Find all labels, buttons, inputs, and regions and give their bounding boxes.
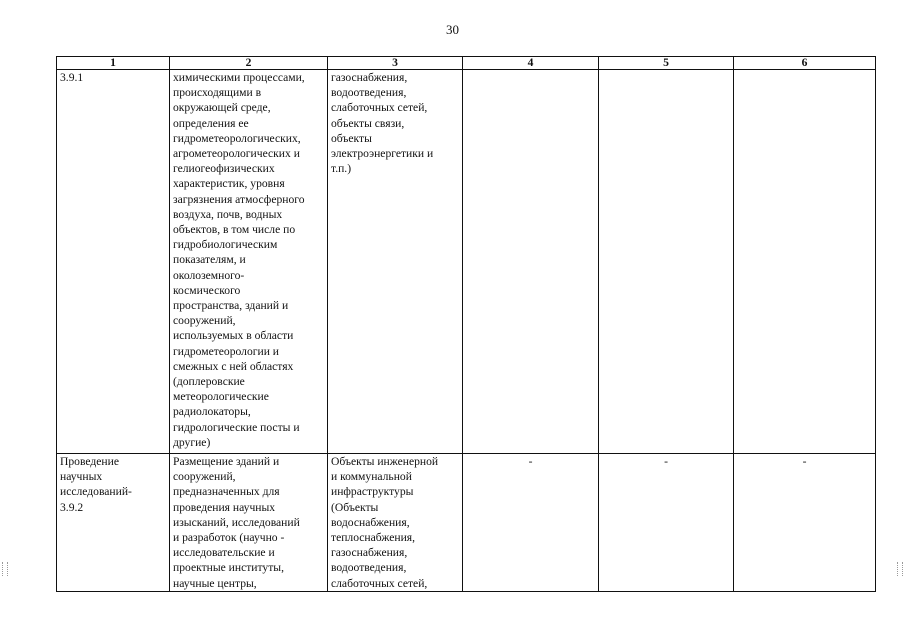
cell-text: Размещение зданий и сооружений, предназначенных для проведения научных изысканий, исследований и разработок (научно - исследовательские и проектные институты, научные центры, (173, 455, 300, 590)
cell-col6 (734, 70, 876, 454)
cell-description (170, 70, 328, 454)
cell-col4 (463, 454, 599, 592)
scan-edge-mark-left (2, 562, 8, 576)
column-header-4: 4 (463, 57, 599, 70)
cell-code (57, 70, 170, 454)
cell-code (57, 454, 170, 592)
scan-edge-mark-right (897, 562, 903, 576)
column-header-1: 1 (57, 57, 170, 70)
cell-text: - (802, 455, 807, 468)
cell-objects (328, 70, 463, 454)
table-row (57, 70, 876, 454)
cell-text: - (528, 455, 533, 468)
column-header-6: 6 (734, 57, 876, 70)
cell-text: химическими процессами, происходящими в окружающей среде, определения ее гидрометеорологических, агрометеорологических и гелиогеофизических характеристик, уровня загрязнения атмосферного воздуха, почв, водных объектов, в том числе по гидробиологическим показателям, и околоземного- космического пространства, зданий и сооружений, используемых в области гидрометеорологии и смежных с ней областях (доплеровские метеорологические радиолокаторы, гидрологические посты и другие) (173, 71, 305, 449)
cell-col5 (599, 70, 734, 454)
cell-text: - (664, 455, 668, 468)
cell-text: 3.9.1 (60, 71, 84, 84)
column-header-5: 5 (599, 57, 734, 70)
column-header-3: 3 (328, 57, 463, 70)
cell-text: Объекты инженерной и коммунальной инфраструктуры (Объекты водоснабжения, теплоснабжения, газоснабжения, водоотведения, слаботочных сетей, (331, 455, 439, 590)
cell-text: Проведение научных исследований- 3.9.2 (60, 455, 132, 514)
cell-description (170, 454, 328, 592)
zoning-table (56, 56, 876, 592)
cell-text: газоснабжения, водоотведения, слаботочных сетей, объекты связи, объекты электроэнергетики и т.п.) (331, 71, 434, 176)
cell-col6 (734, 454, 876, 592)
cell-col5 (599, 454, 734, 592)
cell-col4 (463, 70, 599, 454)
cell-objects (328, 454, 463, 592)
table-header-row (57, 57, 876, 70)
table-row (57, 454, 876, 592)
page-number: 30 (446, 22, 459, 37)
column-header-2: 2 (170, 57, 328, 70)
